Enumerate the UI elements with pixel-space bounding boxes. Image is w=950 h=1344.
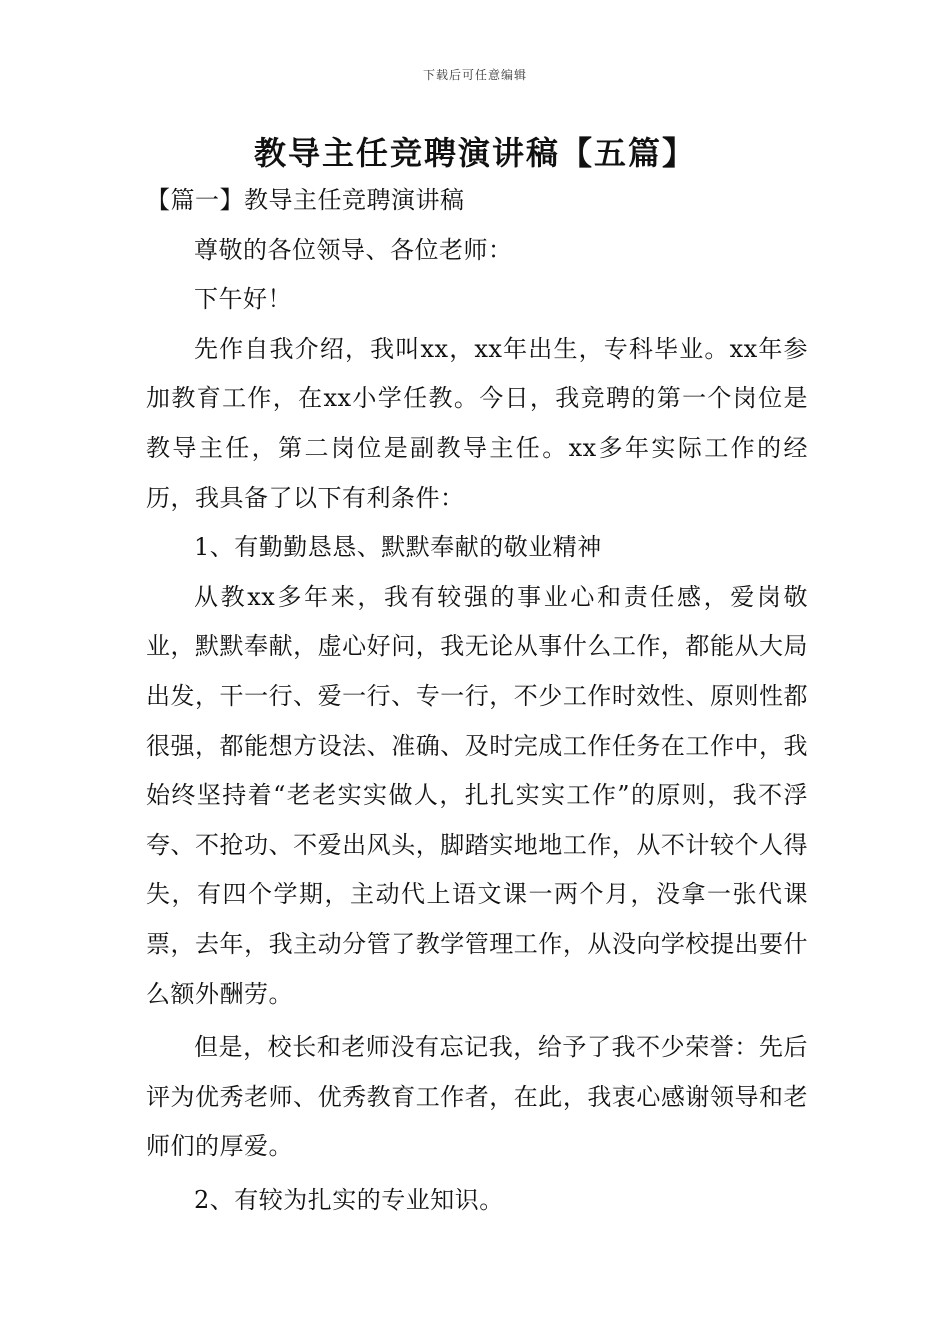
paragraph-honors: 但是，校长和老师没有忘记我，给予了我不少荣誉：先后评为优秀老师、优秀教育工作者，在此，我衷心感谢领导和老师们的厚爱。	[146, 1033, 808, 1161]
document-body	[146, 176, 808, 1225]
paragraph-salutation: 尊敬的各位领导、各位老师：	[194, 235, 513, 264]
paragraph-greeting: 下午好！	[194, 285, 292, 314]
document-title: 教导主任竞聘演讲稿【五篇】	[253, 134, 696, 172]
paragraph-introduction: 先作自我介绍，我叫xx，xx年出生，专科毕业。xx年参加教育工作，在xx小学任教。今日，我竞聘的第一个岗位是教导主任，第二岗位是副教导主任。xx多年实际工作的经历，我具备了以下有利条件：	[146, 334, 808, 512]
paragraph-point-1-heading: 1、有勤勤恳恳、默默奉献的敬业精神	[194, 533, 602, 562]
paragraph-point-2-heading: 2、有较为扎实的专业知识。	[194, 1185, 504, 1214]
paragraph-point-1-body: 从教xx多年来，我有较强的事业心和责任感，爱岗敬业，默默奉献，虚心好问，我无论从事什么工作，都能从大局出发，干一行、爱一行、专一行，不少工作时效性、原则性都很强，都能想方设法、准确、及时完成工作任务在工作中，我始终坚持着“老老实实做人，扎扎实实工作”的原则，我不浮夸、不抢功、不爱出风头，脚踏实地地工作，从不计较个人得失，有四个学期，主动代上语文课一两个月，没拿一张代课票，去年，我主动分管了教学管理工作，从没向学校提出要什么额外酬劳。	[146, 582, 808, 1008]
section-heading: 【篇一】教导主任竞聘演讲稿	[146, 186, 465, 214]
header-note: 下载后可任意编辑	[422, 68, 527, 82]
